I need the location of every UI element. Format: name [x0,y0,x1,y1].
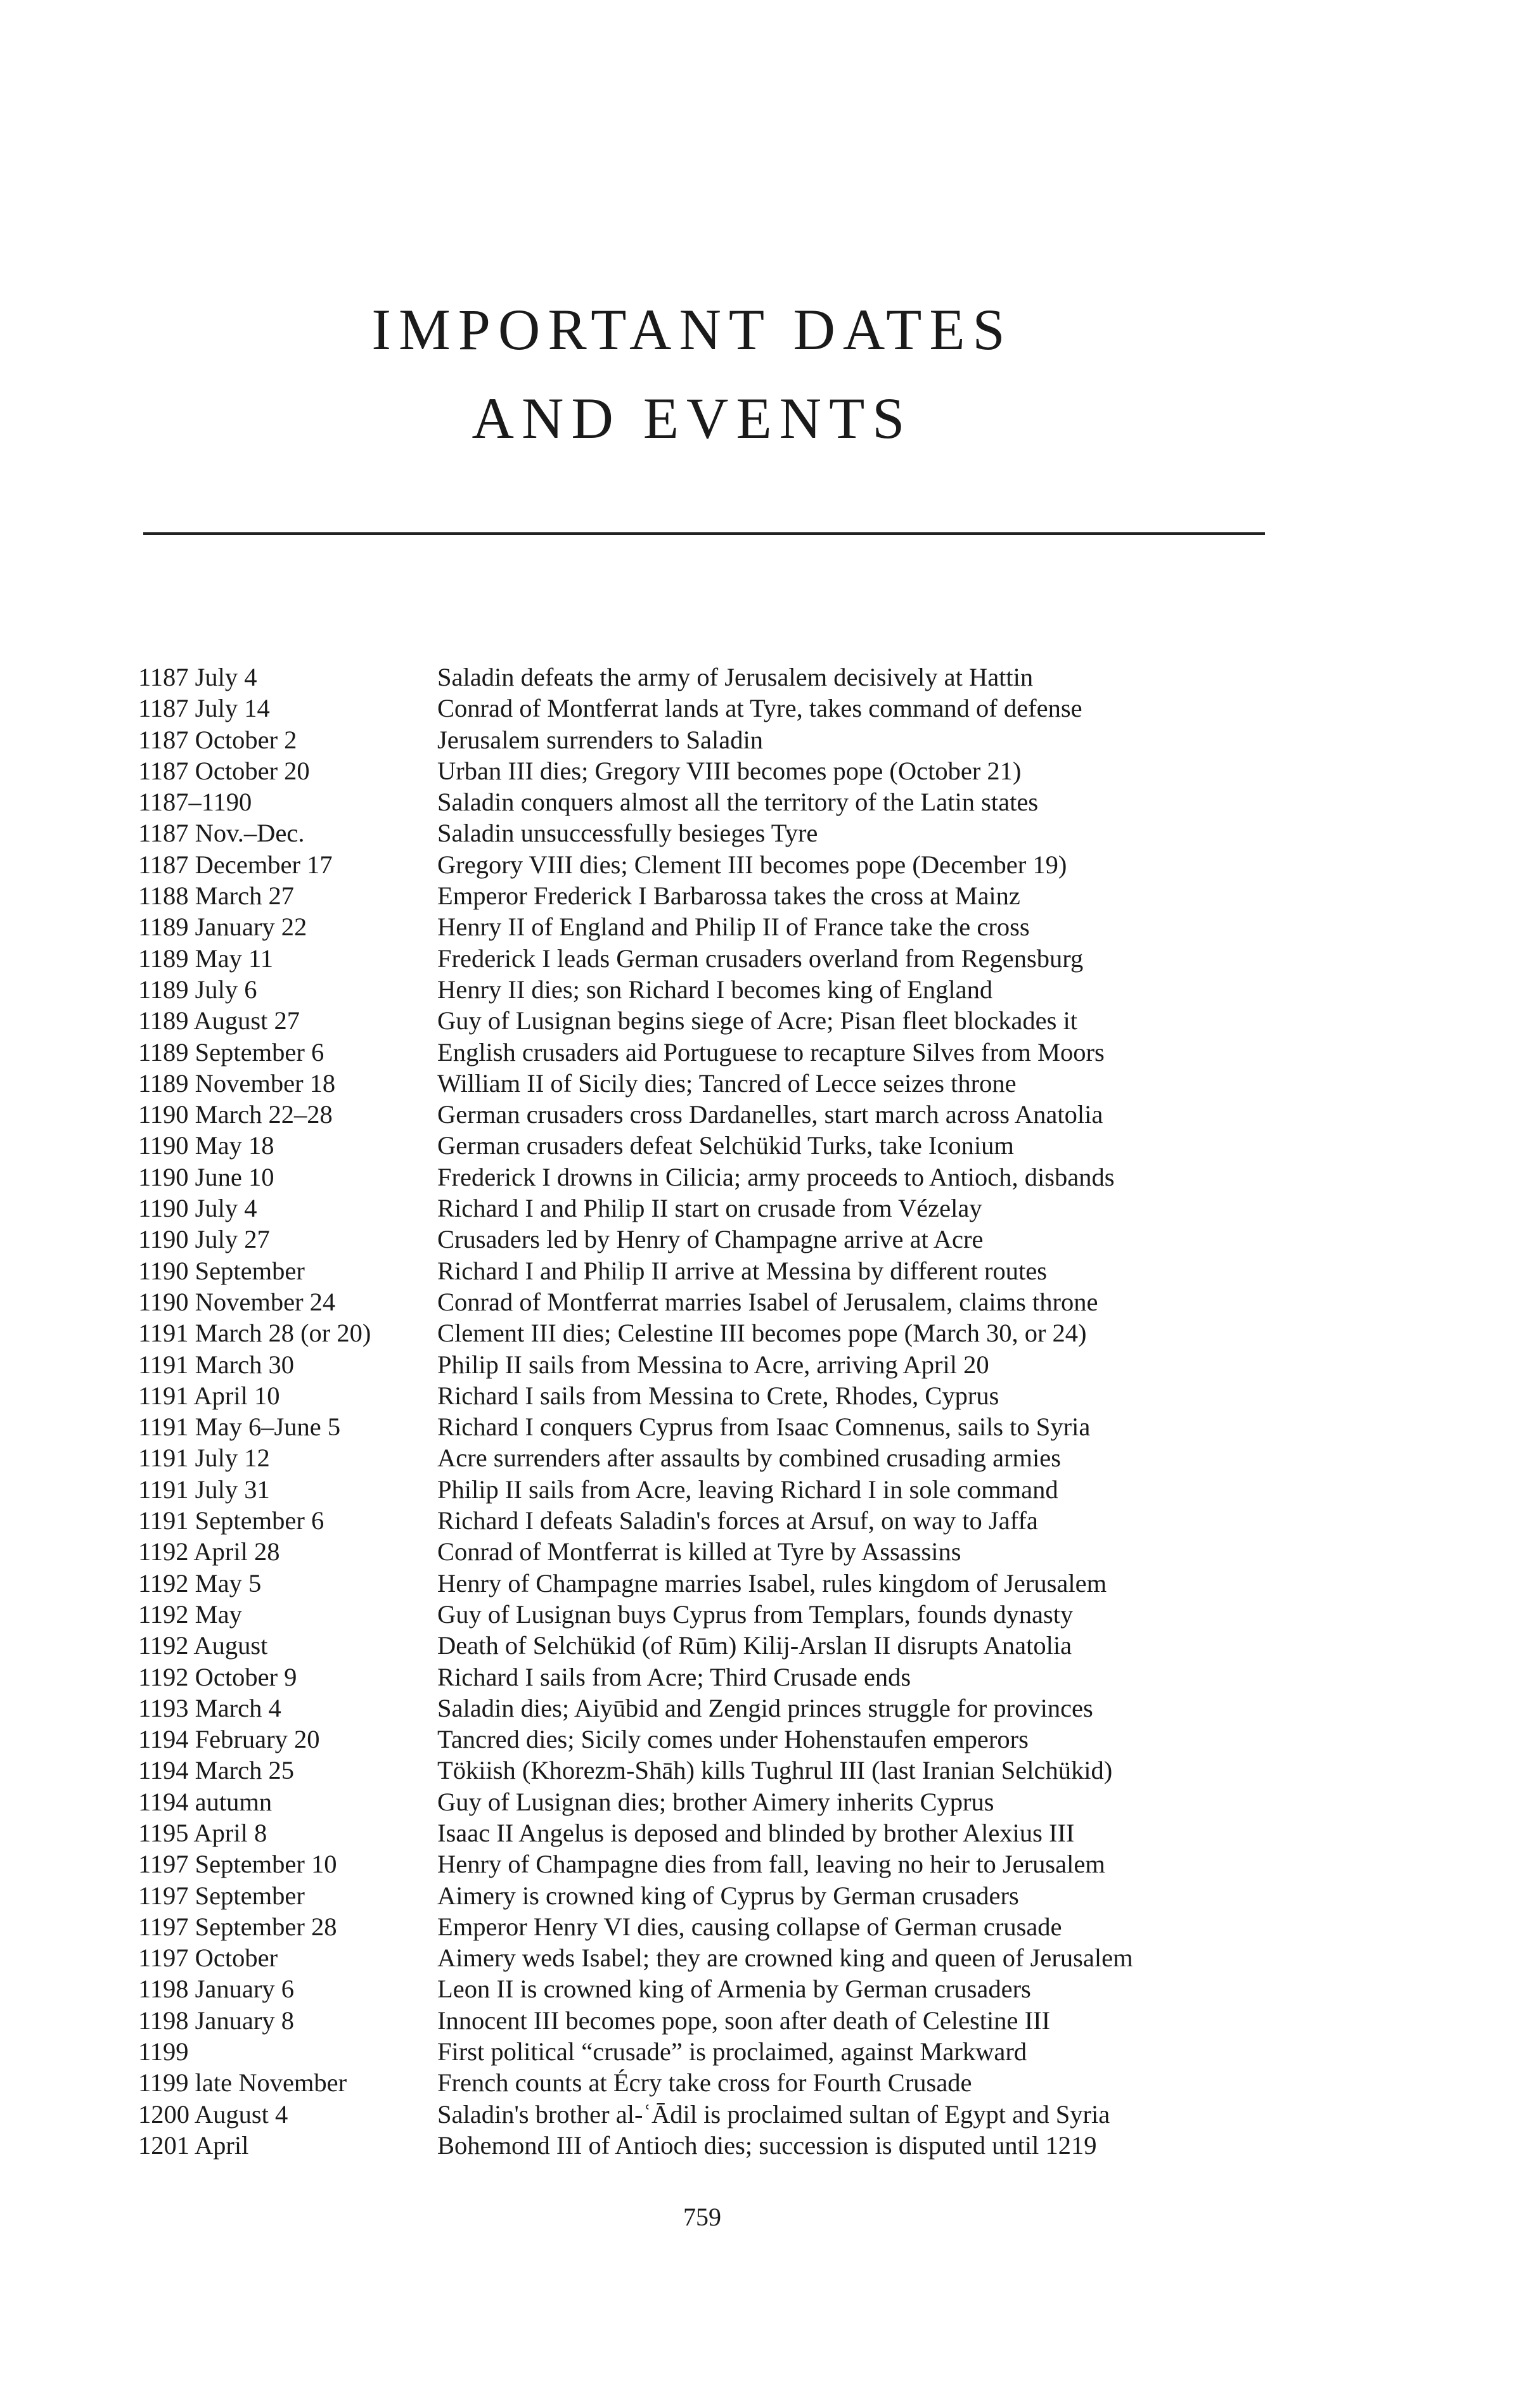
chronology-entry [138,2005,1292,2036]
chronology-entry [138,1162,1292,1193]
entry-date: 1192 August [138,1631,268,1660]
entry-event: Guy of Lusignan buys Cyprus from Templars, founds dynasty [437,1599,1074,1629]
entry-event: Saladin's brother al-ʿĀdil is proclaimed sultan of Egypt and Syria [437,2099,1110,2129]
entry-date: 1191 May 6–June 5 [138,1412,341,1442]
entry-date: 1187 Nov.–Dec. [138,819,305,848]
entry-date: 1197 September 28 [138,1912,337,1941]
chronology-entry [138,1568,1292,1599]
chronology-entry [138,1880,1292,1911]
entry-event: German crusaders cross Dardanelles, start march across Anatolia [437,1100,1103,1129]
entry-event: Richard I and Philip II arrive at Messina by different routes [437,1256,1047,1285]
chronology-entry [138,1786,1292,1817]
chronology-entry [138,943,1292,974]
chronology-list [138,662,1292,2161]
chronology-entry [138,1693,1292,1724]
entry-event: Frederick I drowns in Cilicia; army proceeds to Antioch, disbands [437,1162,1115,1191]
entry-event: William II of Sicily dies; Tancred of Lecce seizes throne [437,1068,1017,1098]
chronology-entry [138,1349,1292,1380]
chronology-entry [138,1848,1292,1880]
entry-event: Acre surrenders after assaults by combined crusading armies [437,1444,1062,1473]
chronology-entry [138,1005,1292,1036]
title-divider-rule [143,532,1265,535]
entry-date: 1194 March 25 [138,1756,294,1785]
chronology-entry [138,1817,1292,1848]
entry-date: 1192 October 9 [138,1662,297,1691]
entry-date: 1199 late November [138,2068,347,2097]
entry-event: Death of Selchükid (of Rūm) Kilij-Arslan II disrupts Anatolia [437,1631,1072,1660]
chronology-entry [138,1037,1292,1068]
page-number: 759 [683,2203,721,2231]
chronology-entry [138,2130,1292,2161]
chronology-entry [138,1442,1292,1473]
chronology-entry [138,817,1292,849]
entry-date: 1190 June 10 [138,1162,274,1191]
entry-date: 1187 July 14 [138,694,270,723]
entry-date: 1197 September 10 [138,1850,337,1879]
chronology-entry [138,1317,1292,1348]
entry-date: 1189 July 6 [138,975,257,1004]
chronology-entry [138,1662,1292,1693]
chronology-entry [138,1130,1292,1161]
entry-event: Conrad of Montferrat marries Isabel of Jerusalem, claims throne [437,1287,1098,1316]
chronology-entry [138,849,1292,880]
entry-event: Leon II is crowned king of Armenia by German crusaders [437,1975,1031,2004]
entry-event: Saladin unsuccessfully besieges Tyre [437,819,818,848]
page-title-line-1: IMPORTANT DATES [371,297,1013,362]
entry-date: 1194 autumn [138,1787,273,1816]
chronology-entry [138,1193,1292,1224]
chronology-entry [138,1286,1292,1317]
entry-date: 1187 December 17 [138,850,333,879]
entry-date: 1190 July 4 [138,1194,257,1223]
chronology-entry [138,786,1292,817]
entry-event: Richard I conquers Cyprus from Isaac Comnenus, sails to Syria [437,1412,1091,1442]
entry-event: Aimery is crowned king of Cyprus by German crusaders [437,1881,1019,1910]
entry-date: 1191 March 28 (or 20) [138,1319,371,1348]
entry-event: German crusaders defeat Selchükid Turks, take Iconium [437,1131,1014,1160]
entry-event: Gregory VIII dies; Clement III becomes pope (December 19) [437,850,1067,879]
entry-date: 1191 July 31 [138,1475,270,1504]
chronology-entry [138,1630,1292,1661]
entry-event: English crusaders aid Portuguese to recapture Silves from Moors [437,1037,1105,1066]
chronology-entry [138,693,1292,724]
chronology-entry [138,1505,1292,1536]
entry-event: Crusaders led by Henry of Champagne arrive at Acre [437,1225,984,1254]
entry-event: Richard I and Philip II start on crusade from Vézelay [437,1194,982,1223]
entry-event: Tancred dies; Sicily comes under Hohenstaufen emperors [437,1725,1029,1754]
entry-event: Frederick I leads German crusaders overland from Regensburg [437,944,1084,973]
chronology-entry [138,1224,1292,1255]
chronology-entry [138,1911,1292,1942]
chronology-entry [138,1973,1292,2004]
chronology-entry [138,662,1292,693]
entry-date: 1187 July 4 [138,663,257,691]
entry-date: 1189 May 11 [138,944,273,973]
entry-event: Tökiish (Khorezm-Shāh) kills Tughrul III (last Iranian Selchükid) [437,1756,1113,1785]
entry-date: 1191 September 6 [138,1506,324,1535]
entry-date: 1197 September [138,1881,305,1910]
entry-date: 1190 July 27 [138,1225,270,1254]
entry-date: 1191 April 10 [138,1381,280,1410]
entry-event: Aimery weds Isabel; they are crowned king and queen of Jerusalem [437,1944,1133,1973]
entry-event: Richard I sails from Acre; Third Crusade ends [437,1662,911,1691]
entry-date: 1190 November 24 [138,1287,336,1316]
chronology-entry [138,1380,1292,1411]
chronology-entry [138,1724,1292,1755]
entry-date: 1189 August 27 [138,1006,300,1035]
entry-event: Conrad of Montferrat is killed at Tyre by Assassins [437,1537,961,1566]
entry-date: 1193 March 4 [138,1693,281,1722]
entry-event: Jerusalem surrenders to Saladin [437,725,763,754]
entry-event: Guy of Lusignan dies; brother Aimery inherits Cyprus [437,1787,994,1816]
entry-event: Richard I sails from Messina to Crete, Rhodes, Cyprus [437,1381,999,1410]
entry-event: Bohemond III of Antioch dies; succession is disputed until 1219 [437,2130,1097,2160]
entry-date: 1190 March 22–28 [138,1100,333,1129]
entry-date: 1191 July 12 [138,1444,270,1473]
entry-date: 1187 October 20 [138,756,310,785]
entry-date: 1190 May 18 [138,1131,274,1160]
entry-date: 1189 November 18 [138,1068,336,1098]
entry-event: Conrad of Montferrat lands at Tyre, takes command of defense [437,694,1082,723]
entry-date: 1198 January 8 [138,2006,294,2035]
entry-event: Richard I defeats Saladin's forces at Arsuf, on way to Jaffa [437,1506,1038,1535]
entry-event: Emperor Henry VI dies, causing collapse of German crusade [437,1912,1062,1941]
chronology-entry [138,1942,1292,1973]
entry-event: Saladin dies; Aiyūbid and Zengid princes struggle for provinces [437,1693,1093,1722]
entry-event: Henry II of England and Philip II of France take the cross [437,913,1030,942]
chronology-entry [138,1755,1292,1786]
entry-event: Emperor Frederick I Barbarossa takes the cross at Mainz [437,881,1020,911]
entry-date: 1187 October 2 [138,725,297,754]
page-title-line-2: AND EVENTS [472,386,913,451]
chronology-entry [138,1599,1292,1630]
entry-date: 1198 January 6 [138,1975,294,2004]
entry-event: Isaac II Angelus is deposed and blinded by brother Alexius III [437,1818,1075,1847]
entry-event: Henry of Champagne dies from fall, leaving no heir to Jerusalem [437,1850,1105,1879]
entry-date: 1192 April 28 [138,1537,280,1566]
entry-event: Saladin defeats the army of Jerusalem decisively at Hattin [437,663,1034,691]
chronology-entry [138,1068,1292,1099]
chronology-entry [138,2067,1292,2098]
entry-event: Clement III dies; Celestine III becomes pope (March 30, or 24) [437,1319,1087,1348]
chronology-entry [138,755,1292,786]
chronology-entry [138,2099,1292,2130]
chronology-entry [138,2036,1292,2067]
chronology-entry [138,1536,1292,1567]
entry-date: 1195 April 8 [138,1818,267,1847]
entry-event: Innocent III becomes pope, soon after death of Celestine III [437,2006,1051,2035]
entry-date: 1197 October [138,1944,278,1973]
entry-date: 1199 [138,2037,189,2066]
entry-event: Saladin conquers almost all the territory of the Latin states [437,788,1039,817]
entry-date: 1187–1190 [138,788,252,817]
entry-date: 1189 September 6 [138,1037,324,1066]
chronology-entry [138,1255,1292,1286]
entry-date: 1189 January 22 [138,913,307,942]
entry-event: Henry II dies; son Richard I becomes king of England [437,975,993,1004]
entry-event: Guy of Lusignan begins siege of Acre; Pisan fleet blockades it [437,1006,1078,1035]
entry-date: 1188 March 27 [138,881,294,911]
entry-event: Philip II sails from Acre, leaving Richard I in sole command [437,1475,1058,1504]
entry-date: 1191 March 30 [138,1350,294,1379]
entry-date: 1192 May [138,1599,242,1629]
entry-event: First political “crusade” is proclaimed, against Markward [437,2037,1027,2066]
entry-event: Henry of Champagne marries Isabel, rules kingdom of Jerusalem [437,1568,1107,1598]
chronology-entry [138,974,1292,1005]
chronology-entry [138,1411,1292,1442]
entry-date: 1200 August 4 [138,2099,288,2129]
chronology-entry [138,1099,1292,1130]
entry-date: 1192 May 5 [138,1568,262,1598]
chronology-entry [138,880,1292,911]
entry-date: 1201 April [138,2130,249,2160]
entry-date: 1194 February 20 [138,1725,320,1754]
chronology-entry [138,911,1292,942]
entry-event: French counts at Écry take cross for Fourth Crusade [437,2068,972,2097]
chronology-entry [138,1474,1292,1505]
entry-event: Philip II sails from Messina to Acre, arriving April 20 [437,1350,989,1379]
entry-date: 1190 September [138,1256,305,1285]
chronology-entry [138,724,1292,755]
entry-event: Urban III dies; Gregory VIII becomes pope (October 21) [437,756,1022,785]
